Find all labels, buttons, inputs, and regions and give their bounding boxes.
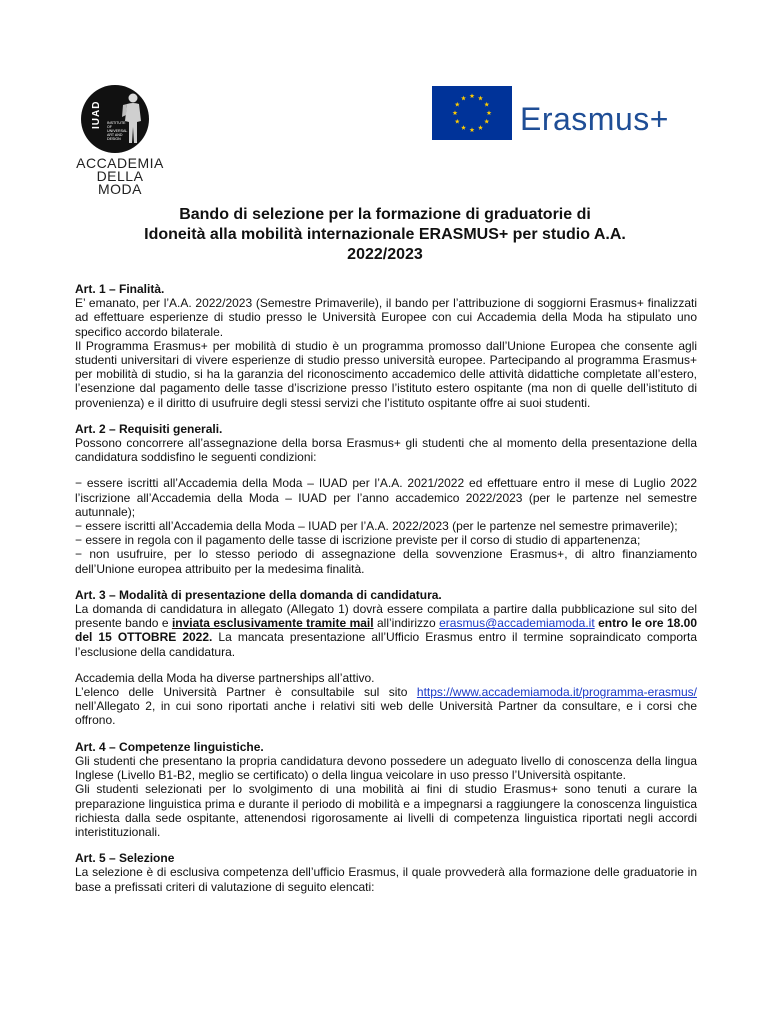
art4-heading (75, 740, 697, 754)
art3-paragraph-1 (75, 602, 697, 659)
art3-p1-text-c: La mancata presentazione all’Ufficio Erasmus entro il termine sopraindicato comporta l’esclusione della candidatura. (75, 630, 697, 659)
art1-paragraph-2: Il Programma Erasmus+ per mobilità di studio è un programma promosso dall’Unione Europea che consente agli studenti universitari di vivere esperienze di studio presso università europee. Partecipando al programma Erasmus+ per mobilità di studio, si ha la garanzia del riconoscimento accademico delle attività didattiche completate all’estero, l’esenzione dal pagamento delle tasse d’iscrizione presso l’istituto estero ospitante (ma non di quelle dell’istituto di provenienza) e il diritto di usufruire degli stessi servizi che l’istituto ospitante offre ai suoi studenti. (75, 338, 697, 410)
art1-heading: Art. 1 – Finalità. (75, 282, 165, 296)
art1-paragraph-1: E’ emanato, per l’A.A. 2022/2023 (Semestre Primaverile), il bando per l’attribuzione di soggiorni Erasmus+ finalizzati ad effettuare esperienze di studio presso le Università Europee con cui Accademia della Moda ha stipulato uno specifico accordo bilaterale. (75, 296, 697, 339)
art3-paragraph-3 (75, 685, 697, 728)
art3-p1-text-b: all’indirizzo (373, 616, 440, 631)
eu-star-icon (470, 93, 475, 98)
partner-universities-link[interactable]: https://www.accademiamoda.it/programma-erasmus/ (416, 685, 697, 700)
academy-name-line1: ACCADEMIA (76, 155, 164, 171)
title-line-2: Idoneità alla mobilità internazionale ERASMUS+ per studio A.A. (144, 226, 626, 243)
art3-heading-num: Art. 3 (75, 587, 106, 602)
art2-intro: Possono concorrere all’assegnazione della borsa Erasmus+ gli studenti che al momento della presentazione della candidatura soddisfino le seguenti condizioni: (75, 436, 697, 465)
art2-item: − essere iscritti all’Accademia della Moda – IUAD per l’A.A. 2021/2022 ed effettuare entro il mese di Luglio 2022 l’iscrizione all’Accademia della Moda – IUAD per l’anno accademico 2022/2023 (per le partenze nel semestre autunnale); (75, 476, 697, 519)
title-line-3: 2022/2023 (347, 246, 423, 263)
art4-heading-num: Art. 4 (75, 739, 106, 754)
art3-heading-text: – Modalità di presentazione della domanda di candidatura. (105, 587, 442, 602)
academy-name-line2: DELLA MODA (96, 168, 144, 197)
art3-mail-only-emphasis: inviata esclusivamente tramite mail (171, 616, 374, 631)
eu-flag-icon (432, 86, 512, 140)
art4-paragraph-2: Gli studenti selezionati per lo svolgimento di una mobilità ai fini di studio Erasmus+ sono tenuti a curare la preparazione linguistica prima e durante il periodo di mobilità e a impegnarsi a raggiungere la conoscenza linguistica richiesta dalla sede ospitante, attenendosi rigorosamente ai livelli di competenza linguistica riportati negli accordi interistituzionali. (75, 782, 697, 839)
accademia-della-moda-logo (75, 85, 185, 197)
eu-star-icon (478, 96, 483, 101)
erasmus-plus-logo-text: Erasmus+ (520, 101, 669, 137)
academy-name (75, 157, 165, 196)
iuad-emblem (81, 85, 149, 153)
eu-star-icon (478, 125, 483, 130)
eu-star-icon (453, 110, 458, 115)
eu-star-icon (455, 102, 460, 107)
art3-heading (75, 588, 697, 602)
art3-p1-text: La domanda di candidatura in allegato (Allegato 1) dovrà essere compilata a partire dalla pubblicazione sul sito del presente bando e (75, 602, 697, 631)
document-title (75, 205, 695, 265)
art2-heading: Art. 2 – Requisiti generali. (75, 421, 223, 436)
eu-star-icon (484, 119, 489, 124)
iuad-small-text: INSTITUTE OF UNIVERSAL ART AND DESIGN (107, 121, 128, 141)
title-line-1: Bando di selezione per la formazione di graduatorie di (179, 206, 591, 223)
document-header (0, 0, 770, 195)
art2-item: − essere in regola con il pagamento delle tasse di iscrizione previste per il corso di studio di appartenenza; (75, 533, 641, 548)
document-body (75, 282, 697, 894)
art4-paragraph-1: Gli studenti che presentano la propria candidatura devono possedere un adeguato livello di conoscenza della lingua Inglese (Livello B1-B2, meglio se certificato) o della lingua veicolare in uso presso l’Università ospitante. (75, 753, 697, 783)
eu-star-icon (461, 96, 466, 101)
art3-deadline: entro le ore 18.00 del 15 OTTOBRE 2022. (75, 616, 697, 645)
art2-item: − non usufruire, per lo stesso periodo di assegnazione della sovvenzione Erasmus+, di altro finanziamento dell’Unione europea attribuito per la medesima finalità. (75, 547, 697, 576)
art2-item: − essere iscritti all’Accademia della Moda – IUAD per l’A.A. 2022/2023 (per le partenze nel semestre primaverile); (75, 519, 678, 534)
eu-star-icon (487, 110, 492, 115)
iuad-logo-text: IUAD (91, 100, 102, 129)
eu-star-icon (461, 125, 466, 130)
art3-p3-text-b: nell’Allegato 2, in cui sono riportati anche i relativi siti web delle Università Partner da consultare, e i corsi che offrono. (75, 699, 697, 728)
eu-star-icon (455, 119, 460, 124)
art4-heading-text: – Competenze linguistiche. (105, 739, 264, 754)
art5-paragraph-1: La selezione è di esclusiva competenza dell’ufficio Erasmus, il quale provvederà alla formazione delle graduatorie in base a prefissati criteri di valutazione di seguito elencati: (75, 865, 697, 894)
art3-paragraph-2: Accademia della Moda ha diverse partnerships all’attivo. (75, 670, 375, 685)
eu-star-icon (470, 127, 475, 132)
statue-icon (119, 91, 147, 151)
art3-p3-text: L’elenco delle Università Partner è consultabile sul sito (75, 685, 417, 700)
eu-star-icon (484, 102, 489, 107)
art5-heading: Art. 5 – Selezione (75, 851, 175, 866)
erasmus-email-link[interactable]: erasmus@accademiamoda.it (439, 616, 595, 631)
